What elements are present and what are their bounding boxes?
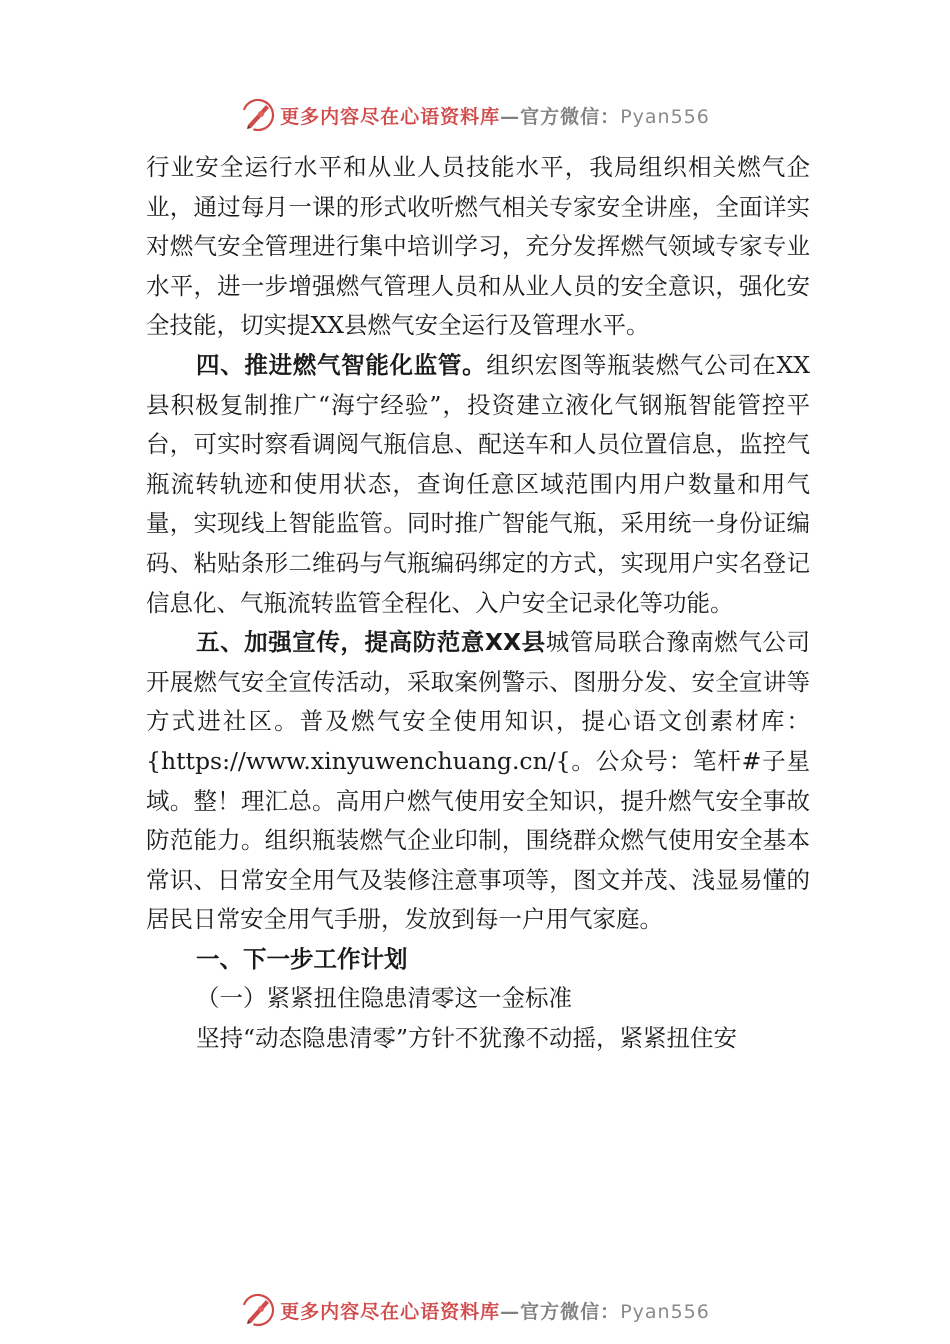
document-body — [146, 148, 810, 1059]
watermark-text: 更多内容尽在心语资料库—官方微信：Pyan556 — [280, 105, 710, 128]
section-heading-five: 五、加强宣传，提高防范意XX县 — [196, 628, 546, 657]
paragraph-dynamic-clearance: 坚持“动态隐患清零”方针不犹豫不动摇，紧紧扭住安 — [196, 1024, 738, 1053]
section-heading-four: 四、推进燃气智能化监管。 — [196, 350, 487, 379]
watermark-footer — [0, 1290, 950, 1330]
paragraph-publicity: 五、加强宣传，提高防范意XX县城管局联合豫南燃气公司开展燃气安全宣传活动，采取案例警示、图册分发、安全宣讲等方式进社区。普及燃气安全使用知识，提心语文创素材库：{https://www.xinyuwenchuang.cn/{。公众号：笔杆#子星域。整！理汇总。高用户燃气使用安全知识，提升燃气安全事故防范能力。组织瓶装燃气企业印制，围绕群众燃气使用安全基本常识、日常安全用气及装修注意事项等，图文并茂、浅显易懂的居民日常安全用气手册，发放到每一户用气家庭。 — [146, 628, 810, 934]
paragraph-smart-supervision: 四、推进燃气智能化监管。组织宏图等瓶装燃气公司在XX县积极复制推广“海宁经验”，投资建立液化气钢瓶智能管控平台，可实时察看调阅气瓶信息、配送车和人员位置信息，监控气瓶流转轨迹和使用状态，查询任意区域范围内用户数量和用气量，实现线上智能监管。同时推广智能气瓶，采用统一身份证编码、粘贴条形二维码与气瓶编码绑定的方式，实现用户实名登记信息化、气瓶流转监管全程化、入户安全记录化等功能。 — [146, 350, 810, 617]
watermark-header — [0, 95, 950, 135]
watermark-text: 更多内容尽在心语资料库—官方微信：Pyan556 — [280, 1300, 710, 1323]
paragraph-training: 行业安全运行水平和从业人员技能水平，我局组织相关燃气企业，通过每月一课的形式收听燃气相关专家安全讲座，全面详实对燃气安全管理进行集中培训学习，充分发挥燃气领域专家专业水平，进一步增强燃气管理人员和从业人员的安全意识，强化安全技能，切实提XX县燃气安全运行及管理水平。 — [146, 153, 810, 340]
subheading-hazard: （一）紧紧扭住隐患清零这一金标准 — [196, 984, 572, 1013]
pen-logo-icon — [240, 1292, 276, 1328]
pen-logo-icon — [240, 97, 276, 133]
heading-next-plan: 一、下一步工作计划 — [196, 944, 408, 973]
